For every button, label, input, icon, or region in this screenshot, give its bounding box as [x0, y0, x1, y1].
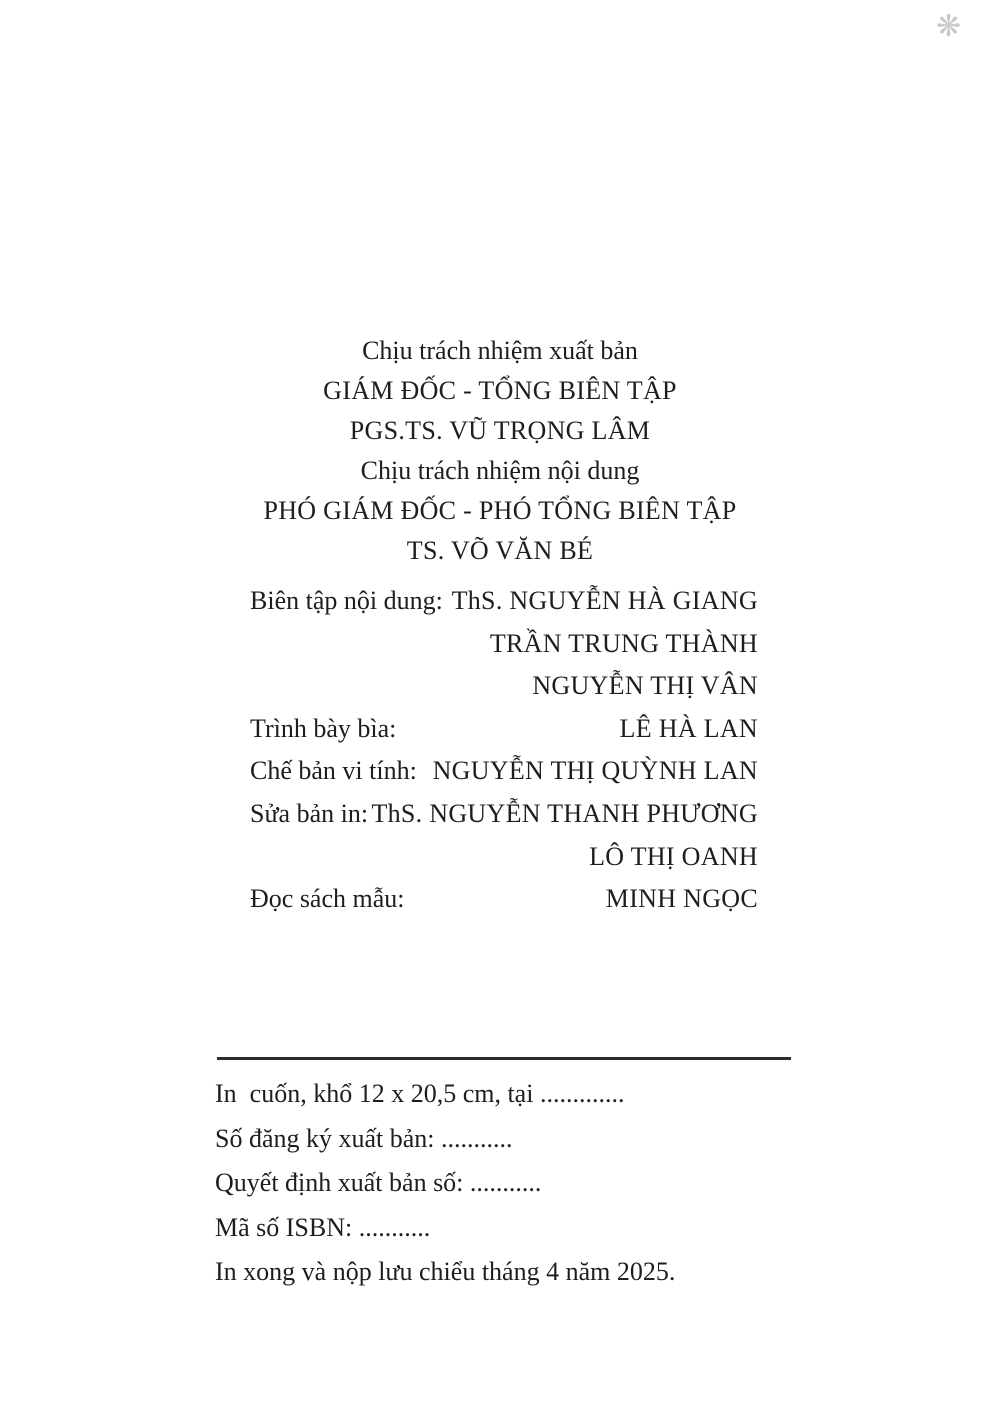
responsibility-heading-publishing: Chịu trách nhiệm xuất bản	[362, 336, 638, 365]
credit-value: MINH NGỌC	[605, 884, 758, 914]
horizontal-divider	[217, 1057, 791, 1060]
credit-label: Trình bày bìa:	[250, 713, 397, 743]
credit-value: LÊ HÀ LAN	[619, 713, 758, 743]
credit-label: Chế bản vi tính:	[250, 756, 417, 786]
deputy-director-name: TS. VÕ VĂN BÉ	[406, 536, 594, 565]
credit-value: LÔ THỊ OANH	[589, 841, 758, 871]
credit-row-content-editor-3	[250, 671, 758, 714]
credit-row-content-editor	[250, 586, 758, 629]
publisher-director-title: GIÁM ĐỐC - TỔNG BIÊN TẬP	[323, 376, 677, 405]
print-run-line: In cuốn, khổ 12 x 20,5 cm, tại .............	[215, 1079, 625, 1108]
responsibility-block	[0, 331, 1000, 571]
credit-row-cover-design	[250, 714, 758, 757]
credit-row-proofreading-2	[250, 842, 758, 885]
credit-row-sample-reading	[250, 884, 758, 927]
responsibility-heading-content: Chịu trách nhiệm nội dung	[360, 456, 640, 485]
deposit-date-line: In xong và nộp lưu chiểu tháng 4 năm 2025.	[215, 1257, 676, 1286]
deputy-director-title: PHÓ GIÁM ĐỐC - PHÓ TỔNG BIÊN TẬP	[263, 496, 737, 525]
credits-table	[250, 586, 758, 927]
publisher-director-name: PGS.TS. VŨ TRỌNG LÂM	[349, 416, 651, 445]
print-info-block	[215, 1072, 675, 1295]
credit-label: Biên tập nội dung:	[250, 586, 443, 615]
credit-row-content-editor-2	[250, 629, 758, 672]
credit-value: NGUYỄN THỊ VÂN	[532, 671, 758, 701]
credit-label: Sửa bản in:	[250, 798, 369, 828]
credit-value: NGUYỄN THỊ QUỲNH LAN	[432, 756, 758, 786]
publishing-decision-line: Quyết định xuất bản số: ...........	[215, 1168, 542, 1197]
registration-number-line: Số đăng ký xuất bản: ...........	[215, 1123, 513, 1153]
credit-value: TRẦN TRUNG THÀNH	[489, 628, 758, 658]
isbn-line: Mã số ISBN: ...........	[215, 1212, 431, 1242]
credit-value: ThS. NGUYỄN THANH PHƯƠNG	[371, 798, 758, 828]
credit-label: Đọc sách mẫu:	[250, 884, 405, 914]
credit-row-typesetting	[250, 756, 758, 799]
flower-ornament-icon: ❋	[936, 9, 962, 44]
credit-row-proofreading	[250, 799, 758, 842]
credit-value: ThS. NGUYỄN HÀ GIANG	[451, 586, 758, 615]
